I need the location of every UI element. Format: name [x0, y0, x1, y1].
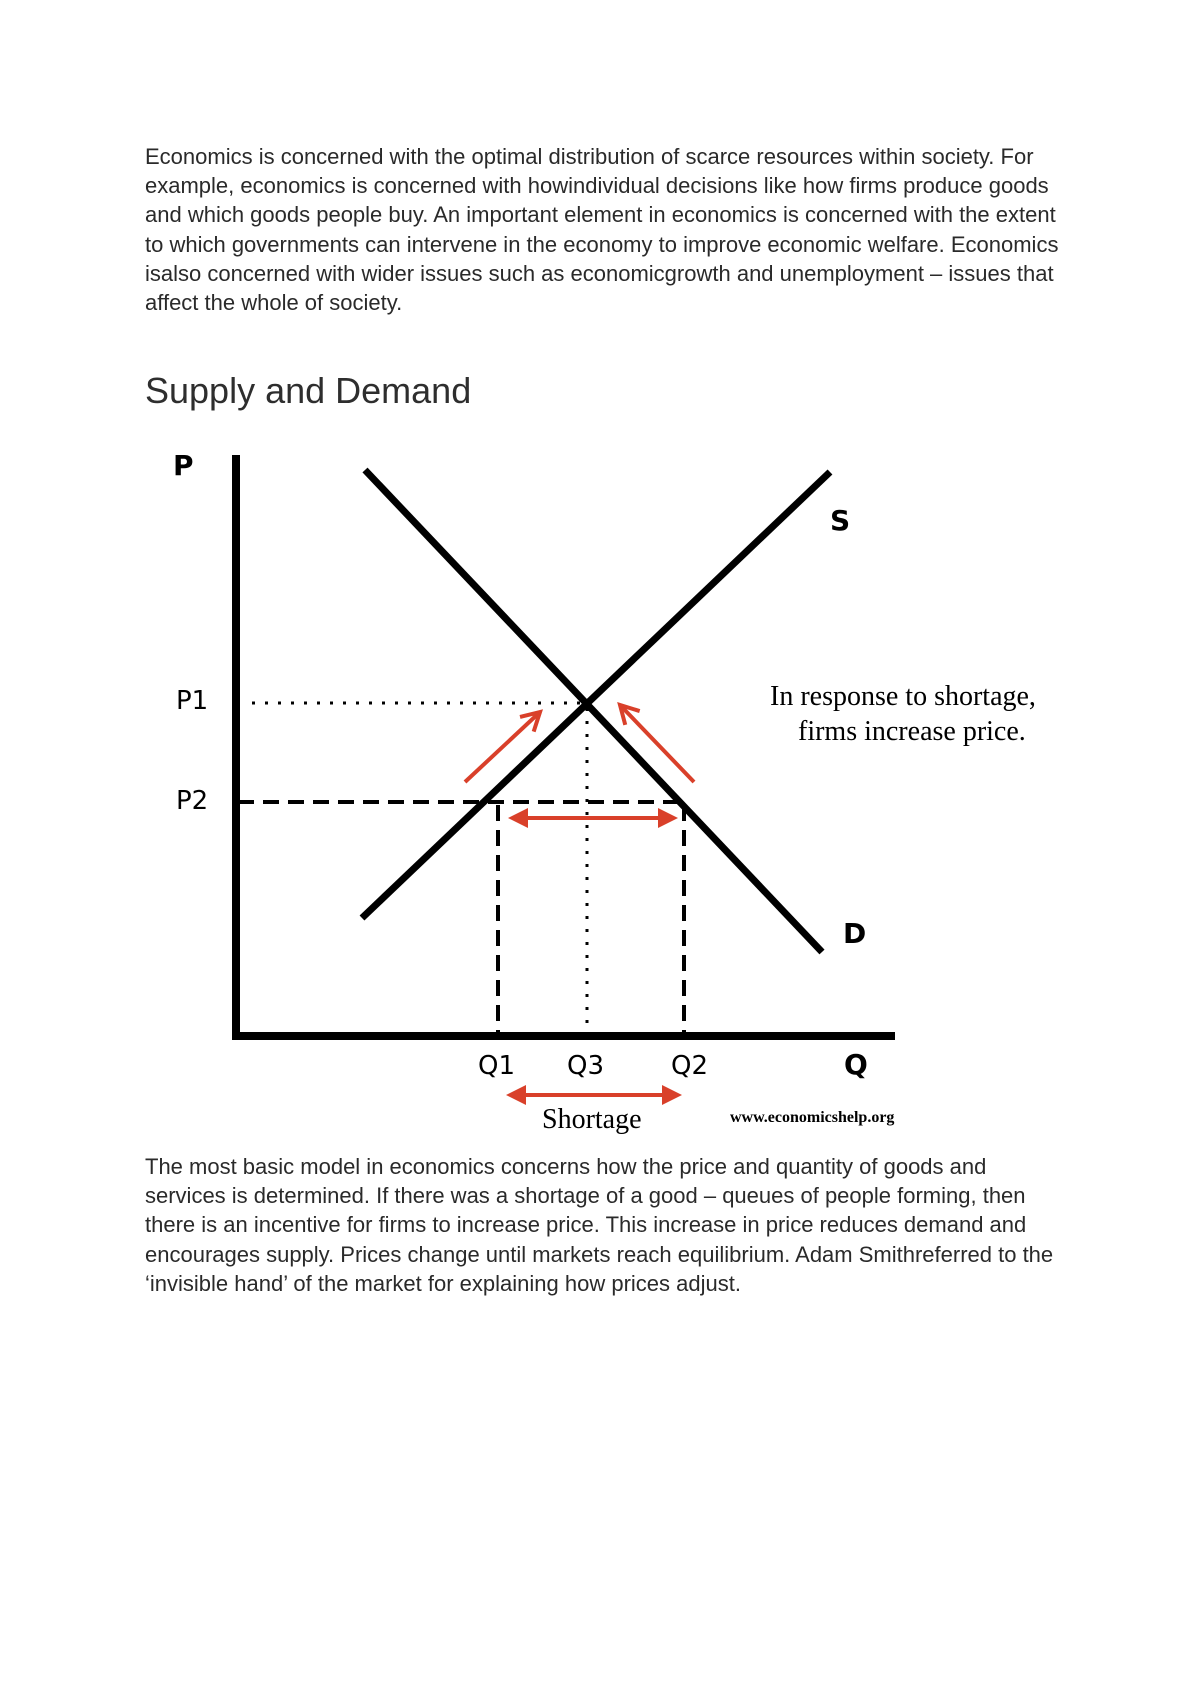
source-credit: www.economicshelp.org: [730, 1109, 895, 1126]
x-axis-label: Q: [844, 1048, 868, 1081]
q1-label: Q1: [478, 1051, 516, 1081]
annotation-line-1: In response to shortage,: [770, 681, 1036, 712]
p2-label: P2: [176, 786, 209, 816]
model-paragraph: The most basic model in economics concerns how the price and quantity of goods and services is determined. If there was a shortage of a good – queues of people forming, then there is an incentive for firms to increase price. This increase in price reduces demand and encourages supply. Prices change until markets reach equilibrium. Adam Smithreferred to the ‘invisible hand’ of the market for explaining how prices adjust.: [145, 1154, 1054, 1296]
q3-label: Q3: [567, 1051, 605, 1081]
annotation-line-2: firms increase price.: [798, 716, 1026, 747]
supply-label: S: [830, 504, 851, 537]
supply-price-arrow: [465, 712, 540, 782]
q2-label: Q2: [671, 1051, 709, 1081]
p1-label: P1: [176, 686, 209, 716]
shortage-label: Shortage: [542, 1104, 642, 1135]
demand-label: D: [843, 917, 867, 950]
demand-price-arrow: [620, 705, 694, 782]
y-axis-label: P: [173, 449, 194, 482]
section-heading: Supply and Demand: [145, 370, 472, 411]
intro-paragraph: Economics is concerned with the optimal distribution of scarce resources within society. For example, economics is concerned with howindividual decisions like how firms produce goods and which goods people buy. An important element in economics is concerned with the extent to which governments can intervene in the economy to improve economic welfare. Economics isalso concerned with wider issues such as economicgrowth and unemployment – issues that affect the whole of society.: [145, 144, 1059, 316]
